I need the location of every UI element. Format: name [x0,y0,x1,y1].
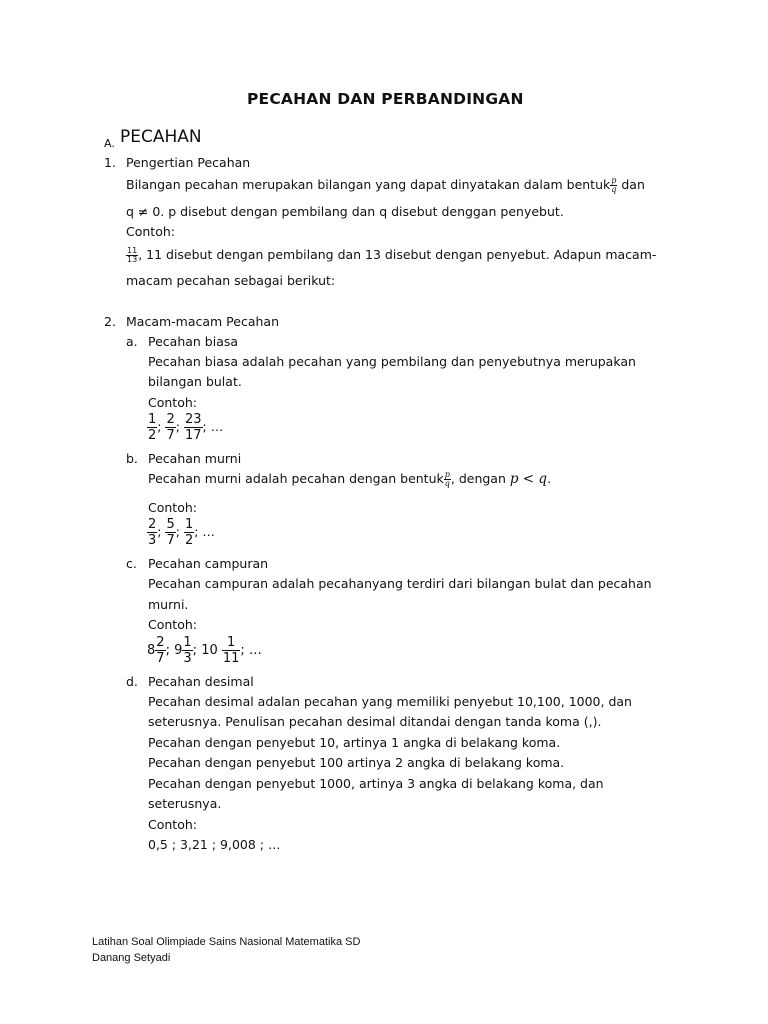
item2-number: 2. [104,314,116,329]
section-a-heading: PECAHAN [120,127,202,147]
item2a-letter: a. [126,334,138,349]
item2b-letter: b. [126,451,138,466]
frac-denominator: 7 [166,533,175,548]
item2d-letter: d. [126,674,138,689]
item2c-heading: Pecahan campuran [148,556,269,571]
frac-denominator: 11 [222,651,240,666]
frac-numerator: p [444,470,450,479]
fraction-2-7 [165,413,175,442]
item2d-line3: Pecahan dengan penyebut 10, artinya 1 angka di belakang koma. [148,735,561,750]
separator: ; [165,643,170,658]
footer-author: Danang Setyadi [92,952,171,964]
item2a-examples [147,413,223,442]
item2d-line4: Pecahan dengan penyebut 100 artinya 2 angka di belakang koma. [148,755,565,770]
frac-denominator: 2 [184,533,194,548]
frac-numerator: 1 [227,635,236,650]
p-over-q-fraction [610,177,617,194]
item2-heading: Macam-macam Pecahan [126,314,280,329]
item1-example-text: , 11 disebut dengan pembilang dan 13 disebut dengan penyebut. Adapun macam- [138,247,657,262]
item2d-examples: 0,5 ; 3,21 ; 9,008 ; … [148,837,281,852]
fraction-2-3 [147,518,157,547]
item2a-desc-line2: bilangan bulat. [148,374,242,389]
item2c-desc-line2: murni. [148,597,189,612]
frac-numerator: p [611,176,617,185]
frac-denominator: 13 [127,255,138,264]
item2d-line6: seterusnya. [148,796,222,811]
item2b-desc-end: . [547,471,552,486]
separator: ; [175,419,180,434]
item2d-heading: Pecahan desimal [148,674,254,689]
frac-numerator: 1 [183,635,192,650]
item2b-desc-mid: , dengan [450,471,506,486]
item2a-desc-line1: Pecahan biasa adalah pecahan yang pembilang dan penyebutnya merupakan [148,354,636,369]
item1-example-line [126,247,656,264]
item1-definition-line1 [126,177,645,194]
item2a-heading: Pecahan biasa [148,334,239,349]
fraction-2-7 [155,636,165,665]
fraction-1-3 [182,636,192,665]
item2d-line5: Pecahan dengan penyebut 1000, artinya 3 angka di belakang koma, dan [148,776,604,791]
whole-number: 9 [174,643,183,658]
fraction-23-17 [184,413,203,442]
frac-denominator: 2 [148,428,157,443]
item1-def-post: dan [621,177,645,192]
example-fraction-11-13 [126,247,138,264]
item1-def-pre: Bilangan pecahan merupakan bilangan yang dapat dinyatakan dalam bentuk [126,177,611,192]
item2a-contoh-label: Contoh: [148,395,197,410]
item1-definition-line2: q ≠ 0. p disebut dengan pembilang dan q disebut denggan penyebut. [126,204,564,219]
frac-denominator: q [611,185,617,194]
item2b-heading: Pecahan murni [148,451,242,466]
ellipsis-tail: ; … [194,524,215,539]
item2c-examples [147,636,262,665]
whole-number: 10 [201,643,218,658]
item2d-line2: seterusnya. Penulisan pecahan desimal ditandai dengan tanda koma (,). [148,714,602,729]
frac-denominator: 3 [148,533,157,548]
fraction-5-7 [165,518,175,547]
frac-numerator: 23 [184,412,202,427]
section-a-letter: A. [104,137,115,150]
item1-contoh-label: Contoh: [126,224,175,239]
item2c-letter: c. [126,556,137,571]
frac-denominator: 7 [156,651,165,666]
frac-denominator: 7 [166,428,175,443]
item2b-contoh-label: Contoh: [148,500,197,515]
frac-numerator: 2 [148,517,157,532]
fraction-1-2 [184,518,194,547]
separator: ; [175,524,180,539]
frac-numerator: 5 [166,517,175,532]
item2d-contoh-label: Contoh: [148,817,197,832]
p-less-than-q: p < q [509,471,548,487]
item2b-desc [148,471,551,488]
p-over-q-fraction [444,471,451,488]
separator: ; [157,419,162,434]
item2d-line1: Pecahan desimal adalan pecahan yang memiliki penyebut 10,100, 1000, dan [148,694,632,709]
fraction-1-11 [222,636,241,665]
separator: ; [192,643,198,658]
item1-heading: Pengertian Pecahan [126,155,251,170]
item2b-examples [147,518,215,547]
item2b-desc-pre: Pecahan murni adalah pecahan dengan bentuk [148,471,444,486]
frac-denominator: 3 [183,651,192,666]
frac-denominator: 17 [184,428,202,443]
footer-course-title: Latihan Soal Olimpiade Sains Nasional Matematika SD [92,936,361,948]
ellipsis-tail: ; … [202,419,224,434]
frac-numerator: 1 [148,412,157,427]
fraction-1-2 [147,413,157,442]
frac-numerator: 1 [184,517,194,532]
item2c-desc-line1: Pecahan campuran adalah pecahanyang terdiri dari bilangan bulat dan pecahan [148,576,652,591]
item2c-contoh-label: Contoh: [148,617,197,632]
page-title: PECAHAN DAN PERBANDINGAN [247,90,524,108]
frac-numerator: 11 [127,246,138,255]
whole-number: 8 [147,643,156,658]
frac-numerator: 2 [166,412,175,427]
frac-numerator: 2 [156,635,165,650]
separator: ; [157,524,162,539]
item1-last-line: macam pecahan sebagai berikut: [126,273,336,288]
frac-denominator: q [444,479,450,488]
item1-number: 1. [104,155,116,170]
ellipsis-tail: ; … [240,643,262,658]
